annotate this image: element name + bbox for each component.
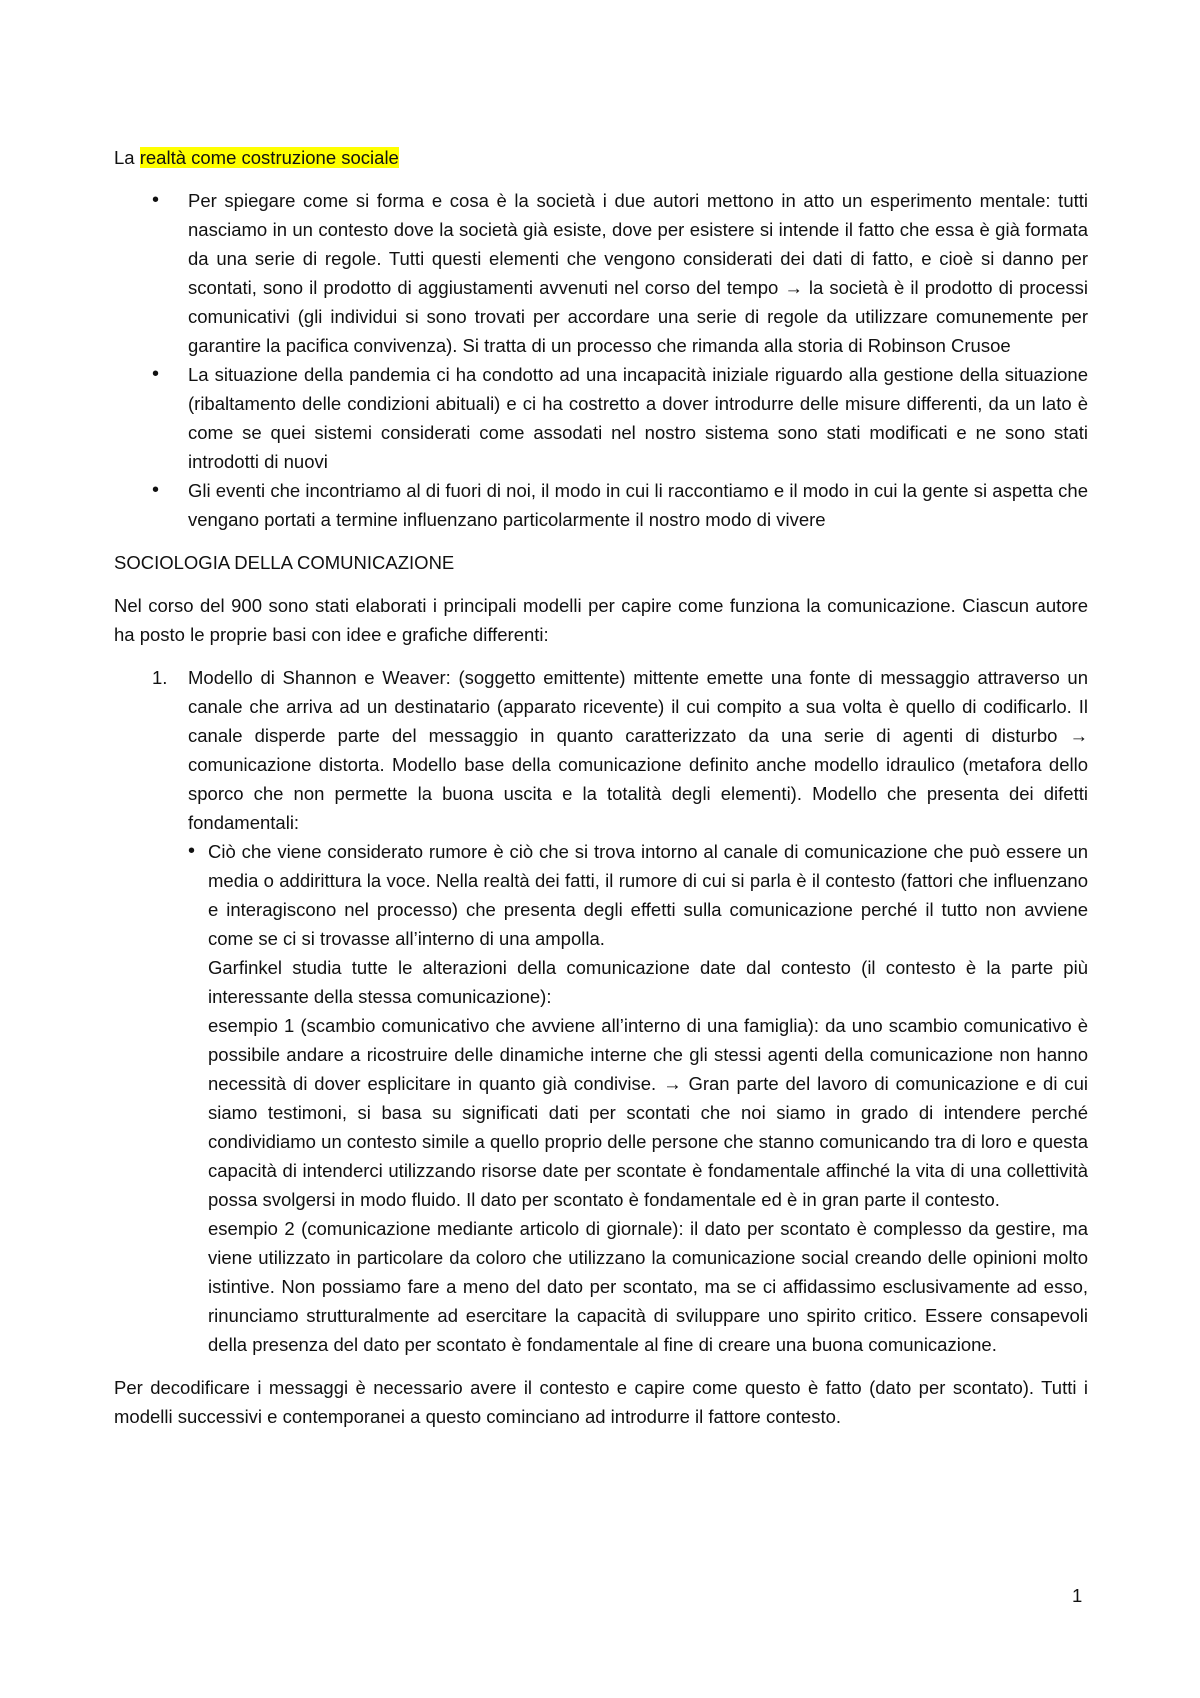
sub-bullet-text: • Ciò che viene considerato rumore è ciò che si trova intorno al canale di comunicazione che può essere un media o addirittura la voce. Nella realtà dei fatti, il rumore di cui si parla è il contesto (fattori che influenzano e interagiscono nel processo) che presenta degli effetti sulla comunicazione perché il tutto non avviene come se ci si trovasse all’interno di una ampolla. xyxy=(208,841,1088,949)
page-title xyxy=(114,143,1088,172)
models-list xyxy=(114,663,1088,1359)
model-item xyxy=(114,663,1088,1359)
bullet-item: • La situazione della pandemia ci ha condotto ad una incapacità iniziale riguardo alla gestione della situazione (ribaltamento delle condizioni abituali) e ci ha costretto a dover introdurre delle misure differenti, da un lato è come se quei sistemi considerati come assodati nel nostro sistema sono stati modificati e ne sono stati introdotti di nuovi xyxy=(114,360,1088,476)
garfinkel-paragraph: Garfinkel studia tutte le alterazioni della comunicazione date dal contesto (il contesto è la parte più interessante della stessa comunicazione): xyxy=(208,957,1088,1007)
intro-paragraph: Nel corso del 900 sono stati elaborati i principali modelli per capire come funziona la comunicazione. Ciascun autore ha posto le proprie basi con idee e grafiche differenti: xyxy=(114,595,1088,645)
bullet-item: • Per spiegare come si forma e cosa è la società i due autori mettono in atto un esperimento mentale: tutti nasciamo in un contesto dove la società già esiste, dove per esistere si intende il fatto che essa è già formata da una serie di regole. Tutti questi elementi che vengono considerati dei dati di fatto, e cioè si danno per scontati, sono il prodotto di aggiustamenti avvenuti nel corso del tempo → la società è il prodotto di processi comunicativi (gli individui si sono trovati per accordare una serie di regole da utilizzare comunemente per garantire la pacifica convivenza). Si tratta di un processo che rimanda alla storia di Robinson Crusoe xyxy=(114,186,1088,360)
model-description: Modello di Shannon e Weaver: (soggetto emittente) mittente emette una fonte di messaggio attraverso un canale che arriva ad un destinatario (apparato ricevente) il cui compito a sua volta è quello di codificarlo. Il canale disperde parte del messaggio in quanto caratterizzato da una serie di agenti di disturbo → comunicazione distorta. Modello base della comunicazione definito anche modello idraulico (metafora dello sporco che non permette la buona uscita e la totalità degli elementi). Modello che presenta dei difetti fondamentali: xyxy=(188,667,1088,833)
sub-bullet-item xyxy=(188,837,1088,1359)
section-heading: SOCIOLOGIA DELLA COMUNICAZIONE xyxy=(114,552,455,573)
document-page xyxy=(114,143,1088,1431)
example-2-paragraph: esempio 2 (comunicazione mediante articolo di giornale): il dato per scontato è complesso da gestire, ma viene utilizzato in particolare da coloro che utilizzano la comunicazione social creando delle opinioni molto istintive. Non possiamo fare a meno del dato per scontato, ma se ci affidassimo esclusivamente ad esso, rinunciamo strutturalmente ad esercitare la capacità di sviluppare uno spirito critico. Essere consapevoli della presenza del dato per scontato è fondamentale al fine di creare una buona comunicazione. xyxy=(208,1218,1088,1355)
bullet-list xyxy=(114,186,1088,534)
page-number: 1 xyxy=(1072,1585,1083,1606)
closing-paragraph: Per decodificare i messaggi è necessario avere il contesto e capire come questo è fatto (dato per scontato). Tutti i modelli successivi e contemporanei a questo cominciano ad introdurre il fattore contesto. xyxy=(114,1377,1088,1427)
example-1-paragraph: esempio 1 (scambio comunicativo che avviene all’interno di una famiglia): da uno scambio comunicativo è possibile andare a ricostruire delle dinamiche interne che gli stessi agenti della comunicazione non hanno necessità di dover esplicitare in quanto già condivise. → Gran parte del lavoro di comunicazione e di cui siamo testimoni, si basa su significati dati per scontati che noi siamo in grado di intendere perché condividiamo un contesto simile a quello proprio delle persone che stanno comunicando tra di loro e questa capacità di intenderci utilizzando risorse date per scontate è fondamentale affinché la vita di una collettività possa svolgersi in modo fluido. Il dato per scontato è fondamentale ed è in gran parte il contesto. xyxy=(208,1015,1088,1210)
list-number: 1. xyxy=(152,667,168,688)
title-highlighted-text: realtà come costruzione sociale xyxy=(139,147,399,168)
sub-bullet-list xyxy=(188,837,1088,1359)
bullet-item: • Gli eventi che incontriamo al di fuori di noi, il modo in cui li raccontiamo e il modo in cui la gente si aspetta che vengano portati a termine influenzano particolarmente il nostro modo di vivere xyxy=(114,476,1088,534)
title-prefix: La xyxy=(114,147,135,168)
